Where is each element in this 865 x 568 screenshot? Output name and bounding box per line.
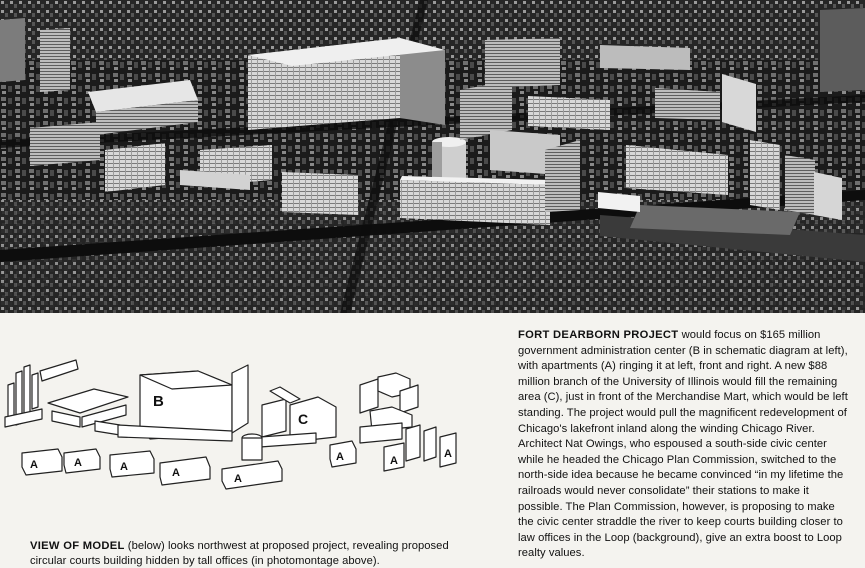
label-a-5: A — [234, 473, 242, 485]
label-b: B — [153, 393, 164, 410]
label-a-8: A — [444, 448, 452, 460]
label-a-7: A — [390, 455, 398, 467]
caption-view-of-model — [30, 539, 470, 568]
caption-fort-dearborn — [518, 328, 850, 562]
label-a-1: A — [30, 459, 38, 471]
caption-right-lead: FORT DEARBORN PROJECT — [518, 329, 679, 341]
label-a-2: A — [74, 457, 82, 469]
label-a-4: A — [172, 467, 180, 479]
caption-right-body: would focus on $165 million government administration center (B in schematic diagram at left), with apartments (A) ringing it at left, front and right. A new $88 million branch of the University of Illinois would fill the remaining area (C), just in front of the Merchandise Mart, which would be left standing. The project would pull the magnificent redevelopment of Chicago's lakefront inland along the winding Chicago River. Architect Nat Owings, who espoused a south-side civic center while he headed the Chicago Plan Commission, switched to the north-side idea because he became convinced “in my lifetime the railroads would never consolidate” their stations to make it possible. The Plan Commission, however, is proposing to make the civic center straddle the river to keep courts building closer to law offices in the Loop (background), give an extra boost to Loop realty values. — [518, 329, 848, 560]
label-a-6: A — [336, 451, 344, 463]
label-c: C — [298, 411, 309, 427]
caption-left-body: (below) looks northwest at proposed project, revealing proposed circular courts building hidden by tall offices (in photomontage above). — [30, 540, 449, 567]
caption-left-lead: VIEW OF MODEL — [30, 540, 125, 552]
label-a-3: A — [120, 461, 128, 473]
schematic-diagram — [0, 345, 480, 495]
